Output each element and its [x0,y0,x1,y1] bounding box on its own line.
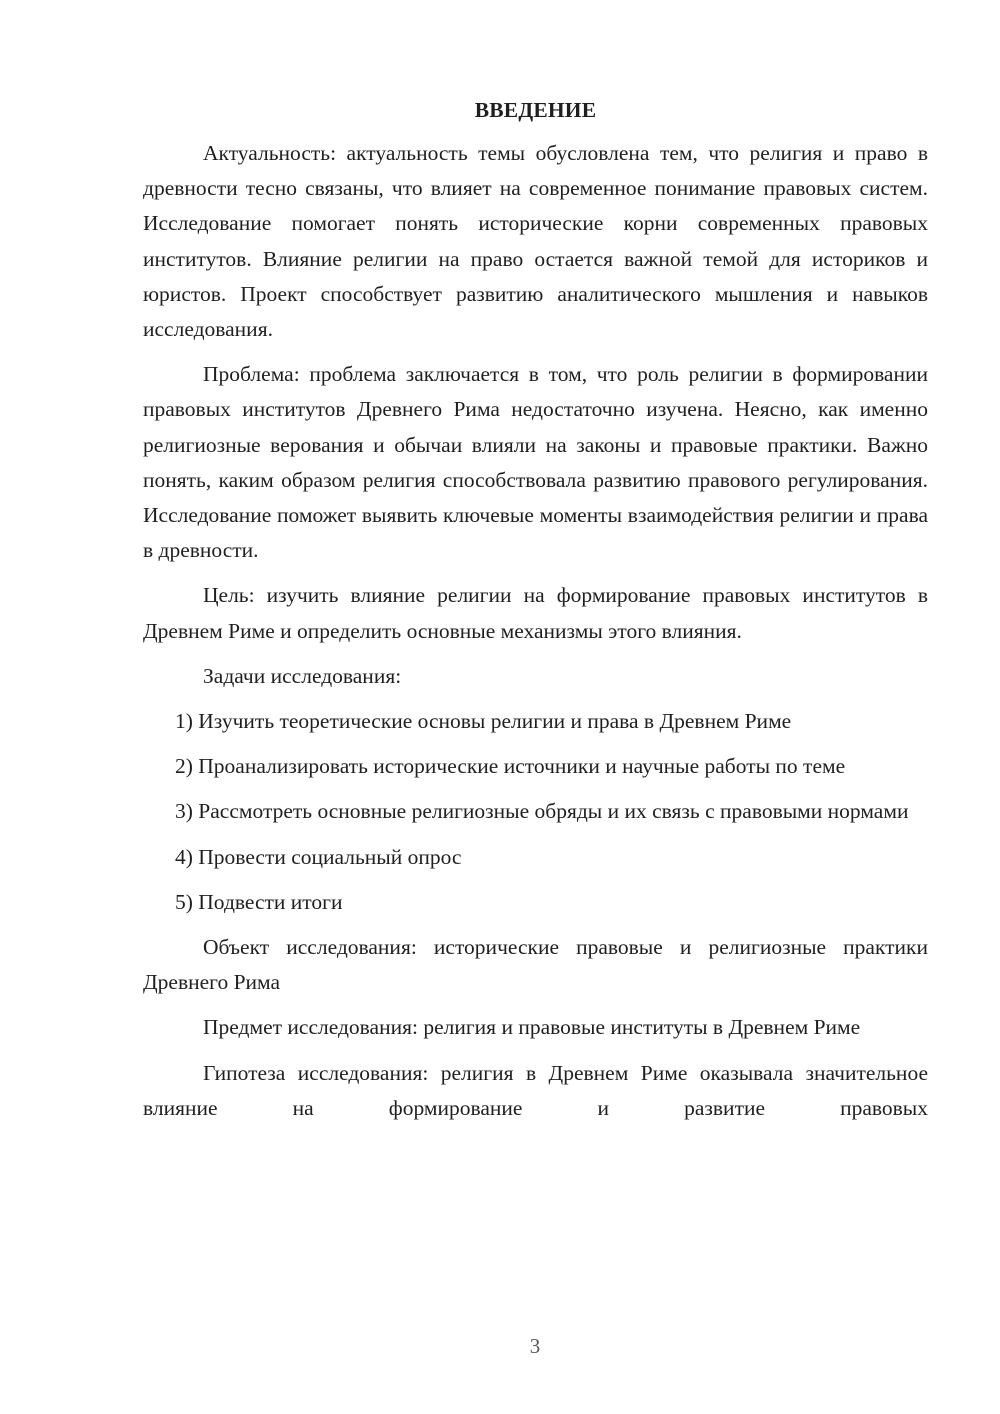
page-content [143,93,928,1136]
task-item-3: 3) Рассмотреть основные религиозные обряды и их связь с правовыми нормами [175,799,909,824]
task-item-2: 2) Проанализировать исторические источники и научные работы по теме [175,754,846,779]
subject-paragraph: Предмет исследования: религия и правовые институты в Древнем Риме [203,1015,861,1040]
problem-paragraph: Проблема: проблема заключается в том, что роль религии в формировании правовых институтов Древнего Рима недостаточно изучена. Неясно, как именно религиозные верования и обычаи влияли на законы и правовые практики. Важно понять, каким образом религия способствовала развитию правового регулирования. Исследование поможет выявить ключевые моменты взаимодействия религии и права в древности. [143,362,928,563]
task-item-4: 4) Провести социальный опрос [175,844,462,869]
object-paragraph: Объект исследования: исторические правовые и религиозные практики Древнего Рима [143,935,928,995]
tasks-heading: Задачи исследования: [203,663,402,688]
goal-paragraph: Цель: изучить влияние религии на формирование правовых институтов в Древнем Риме и определить основные механизмы этого влияния. [143,583,928,643]
section-title: ВВЕДЕНИЕ [474,98,597,122]
hypothesis-paragraph: Гипотеза исследования: религия в Древнем Риме оказывала значительное влияние на формирование и развитие правовых [143,1060,928,1120]
task-item-5: 5) Подвести итоги [175,889,343,914]
page-number: 3 [529,1334,541,1358]
relevance-paragraph: Актуальность: актуальность темы обусловлена тем, что религия и право в древности тесно связаны, что влияет на современное понимание правовых систем. Исследование помогает понять исторические корни современных правовых институтов. Влияние религии на право остается важной темой для историков и юристов. Проект способствует развитию аналитического мышления и навыков исследования. [143,141,928,342]
task-item-1: 1) Изучить теоретические основы религии и права в Древнем Риме [175,709,792,734]
